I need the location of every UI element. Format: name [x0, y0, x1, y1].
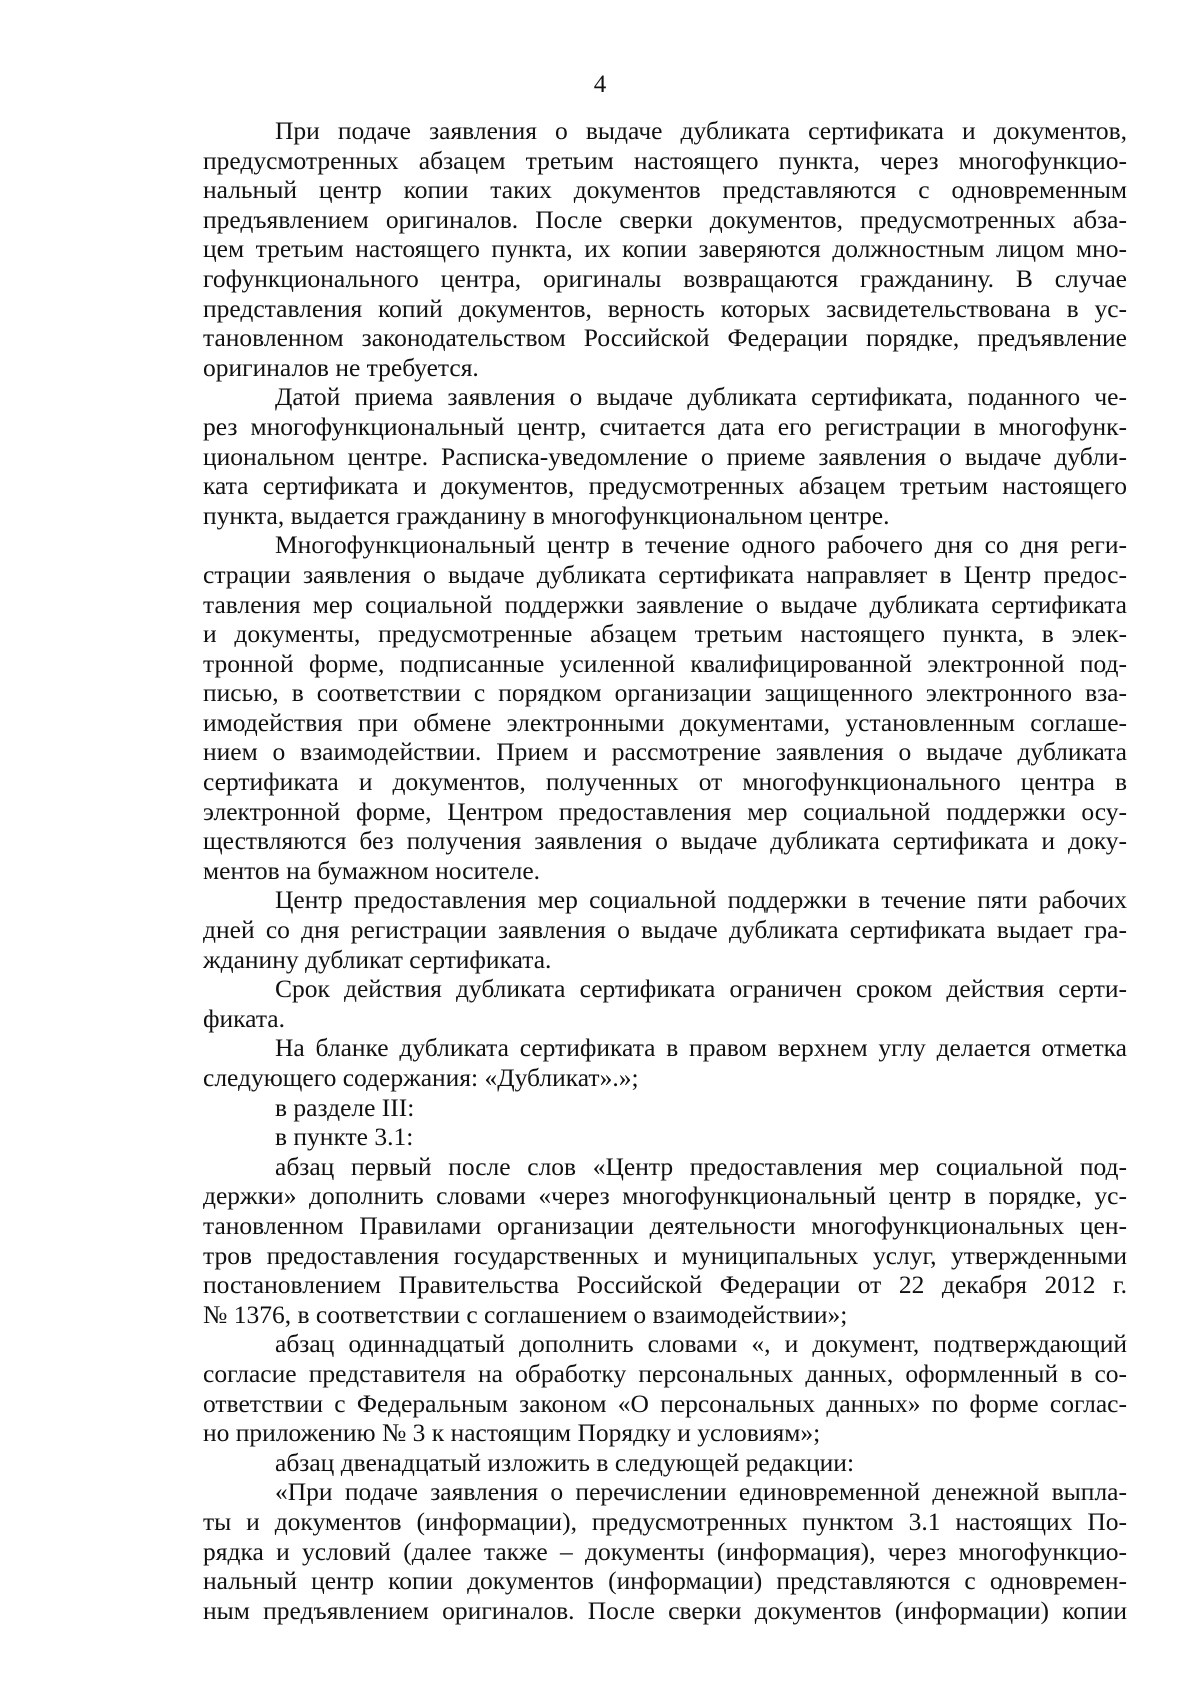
- text-line: но приложению № 3 к настоящим Порядку и условиям»;: [203, 1418, 821, 1448]
- paragraph: [203, 530, 1127, 885]
- text-line: тановленном Правилами организации деятельности многофункциональных цен-: [203, 1210, 1127, 1240]
- paragraph: [203, 1033, 1127, 1092]
- paragraph: [203, 1152, 1127, 1330]
- text-line: нием о взаимодействии. Прием и рассмотрение заявления о выдаче дубликата: [203, 737, 1127, 767]
- paragraph: [203, 1093, 1127, 1123]
- text-line: нальный центр копии документов (информации) представляются с одновремен-: [203, 1566, 1127, 1596]
- page-number: 4: [593, 71, 607, 98]
- paragraph: [203, 885, 1127, 974]
- text-line: рядка и условий (далее также – документы (информация), через многофункцио-: [203, 1536, 1127, 1566]
- text-line: в разделе III:: [275, 1092, 415, 1122]
- text-line: предъявлением оригиналов. После сверки документов, предусмотренных абза-: [203, 204, 1127, 234]
- text-line: абзац одиннадцатый дополнить словами «, и документ, подтверждающий: [275, 1329, 1127, 1359]
- text-line: оригиналов не требуется.: [203, 352, 479, 382]
- text-line: и документы, предусмотренные абзацем третьим настоящего пункта, в элек-: [203, 619, 1127, 649]
- text-line: ществляются без получения заявления о выдаче дубликата сертификата и доку-: [203, 826, 1127, 856]
- paragraph: [203, 1329, 1127, 1447]
- text-line: гофункционального центра, оригиналы возвращаются гражданину. В случае: [203, 263, 1127, 293]
- text-line: абзац первый после слов «Центр предоставления мер социальной под-: [275, 1151, 1127, 1181]
- text-line: тров предоставления государственных и муниципальных услуг, утвержденными: [203, 1240, 1127, 1270]
- text-line: Срок действия дубликата сертификата ограничен сроком действия серти-: [275, 974, 1127, 1004]
- text-line: ответствии с Федеральным законом «О персональных данных» по форме соглас-: [203, 1388, 1127, 1418]
- text-line: имодействия при обмене электронными документами, установленным соглаше-: [203, 707, 1127, 737]
- text-line: ным предъявлением оригиналов. После сверки документов (информации) копии: [203, 1595, 1127, 1625]
- text-line: ментов на бумажном носителе.: [203, 855, 541, 885]
- text-line: держки» дополнить словами «через многофункциональный центр в порядке, ус-: [203, 1181, 1127, 1211]
- text-line: дней со дня регистрации заявления о выдаче дубликата сертификата выдает гра-: [203, 915, 1127, 945]
- text-line: тавления мер социальной поддержки заявление о выдаче дубликата сертификата: [203, 589, 1127, 619]
- text-line: страции заявления о выдаче дубликата сертификата направляет в Центр предос-: [203, 559, 1127, 589]
- paragraph: [203, 1477, 1127, 1625]
- text-line: циональном центре. Расписка-уведомление о приеме заявления о выдаче дубли-: [203, 441, 1127, 471]
- text-line: следующего содержания: «Дубликат».»;: [203, 1063, 639, 1092]
- text-line: жданину дубликат сертификата.: [203, 944, 552, 974]
- text-line: представления копий документов, верность которых засвидетельствована в ус-: [203, 293, 1127, 323]
- text-line: «При подаче заявления о перечислении единовременной денежной выпла-: [275, 1477, 1127, 1507]
- paragraph: [203, 1122, 1127, 1152]
- text-line: согласие представителя на обработку персональных данных, оформленный в со-: [203, 1358, 1127, 1388]
- text-line: предусмотренных абзацем третьим настоящего пункта, через многофункцио-: [203, 145, 1127, 175]
- text-line: Датой приема заявления о выдаче дубликата сертификата, поданного че-: [275, 382, 1127, 412]
- paragraph: [203, 116, 1127, 382]
- text-line: рез многофункциональный центр, считается дата его регистрации в многофунк-: [203, 411, 1127, 441]
- text-line: цем третьим настоящего пункта, их копии заверяются должностным лицом мно-: [203, 234, 1127, 264]
- document-body: [203, 116, 1127, 1625]
- text-line: Многофункциональный центр в течение одного рабочего дня со дня реги-: [275, 530, 1127, 560]
- text-line: При подаче заявления о выдаче дубликата сертификата и документов,: [275, 116, 1127, 145]
- paragraph: [203, 382, 1127, 530]
- text-line: электронной форме, Центром предоставления мер социальной поддержки осу-: [203, 796, 1127, 826]
- text-line: № 1376, в соответствии с соглашением о взаимодействии»;: [203, 1299, 848, 1329]
- text-line: в пункте 3.1:: [275, 1122, 414, 1152]
- text-line: пункта, выдается гражданину в многофункциональном центре.: [203, 500, 890, 530]
- text-line: нальный центр копии таких документов представляются с одновременным: [203, 175, 1127, 205]
- text-line: тановленном законодательством Российской Федерации порядке, предъявление: [203, 323, 1127, 353]
- text-line: ката сертификата и документов, предусмотренных абзацем третьим настоящего: [203, 471, 1127, 501]
- text-line: сертификата и документов, полученных от многофункционального центра в: [203, 767, 1127, 797]
- text-line: На бланке дубликата сертификата в правом верхнем углу делается отметка: [275, 1033, 1127, 1063]
- text-line: постановлением Правительства Российской Федерации от 22 декабря 2012 г.: [203, 1270, 1127, 1300]
- paragraph: [203, 974, 1127, 1033]
- text-line: тронной форме, подписанные усиленной квалифицированной электронной под-: [203, 648, 1127, 678]
- text-line: Центр предоставления мер социальной поддержки в течение пяти рабочих: [275, 885, 1127, 915]
- text-line: ты и документов (информации), предусмотренных пунктом 3.1 настоящих По-: [203, 1506, 1127, 1536]
- text-line: фиката.: [203, 1003, 285, 1033]
- text-line: абзац двенадцатый изложить в следующей редакции:: [275, 1447, 855, 1477]
- paragraph: [203, 1448, 1127, 1478]
- text-line: писью, в соответствии с порядком организации защищенного электронного вза-: [203, 678, 1127, 708]
